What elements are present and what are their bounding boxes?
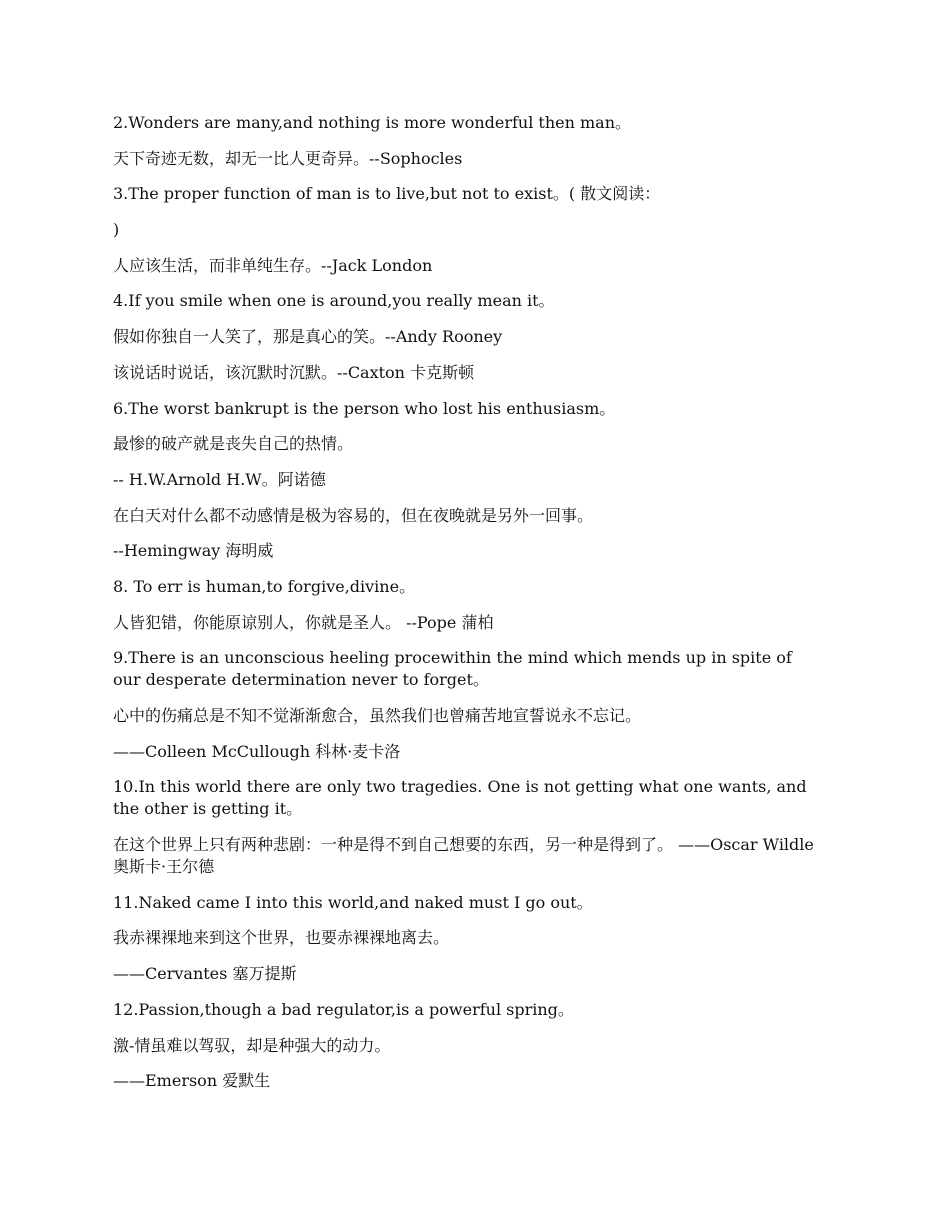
text-line: 假如你独自一人笑了，那是真心的笑。--Andy Rooney: [113, 327, 503, 347]
text-line: 心中的伤痛总是不知不觉渐渐愈合，虽然我们也曾痛苦地宣誓说永不忘记。: [113, 706, 642, 725]
text-line: 9.There is an unconscious heeling procewithin the mind which mends up in spite of our desperate determination never to forget。: [113, 648, 792, 690]
text-line: ——Emerson 爱默生: [113, 1071, 271, 1091]
text-line: 11.Naked came I into this world,and naked must I go out。: [113, 892, 593, 912]
text-line: ——Cervantes 塞万提斯: [113, 964, 297, 984]
text-line: 10.In this world there are only two tragedies. One is not getting what one wants, and the other is getting it。: [113, 777, 807, 819]
text-line: 激-情虽难以驾驭，却是种强大的动力。: [113, 1035, 391, 1055]
text-line: 最惨的破产就是丧失自己的热情。: [113, 434, 354, 454]
text-line: ——Colleen McCullough 科林·麦卡洛: [113, 741, 401, 761]
text-line: 4.If you smile when one is around,you really mean it。: [113, 291, 555, 311]
text-line: --Hemingway 海明威: [113, 541, 274, 561]
text-line: 2.Wonders are many,and nothing is more wonderful then man。: [113, 113, 632, 132]
text-line: 12.Passion,though a bad regulator,is a powerful spring。: [113, 999, 574, 1019]
text-line: 人应该生活，而非单纯生存。--Jack London: [113, 255, 433, 275]
text-line: 在白天对什么都不动感情是极为容易的，但在夜晚就是另外一回事。: [113, 505, 594, 525]
text-line: 8. To err is human,to forgive,divine。: [113, 576, 416, 596]
text-line: 在这个世界上只有两种悲剧：一种是得不到自己想要的东西，另一种是得到了。 ——Oscar Wildle 奥斯卡·王尔德: [113, 835, 814, 877]
text-line: 该说话时说话，该沉默时沉默。--Caxton 卡克斯顿: [113, 362, 475, 382]
text-line: -- H.W.Arnold H.W。阿诺德: [113, 469, 326, 489]
text-line: 6.The worst bankrupt is the person who lost his enthusiasm。: [113, 398, 616, 418]
text-line: ): [113, 220, 120, 240]
text-line: 人皆犯错，你能原谅别人，你就是圣人。 --Pope 蒲柏: [113, 612, 494, 632]
text-line: 我赤裸裸地来到这个世界，也要赤裸裸地离去。: [113, 928, 450, 948]
text-line: 天下奇迹无数，却无一比人更奇异。--Sophocles: [113, 148, 463, 168]
document-page: [113, 112, 823, 1106]
text-line: 3.The proper function of man is to live,but not to exist。( 散文阅读：: [113, 184, 661, 204]
